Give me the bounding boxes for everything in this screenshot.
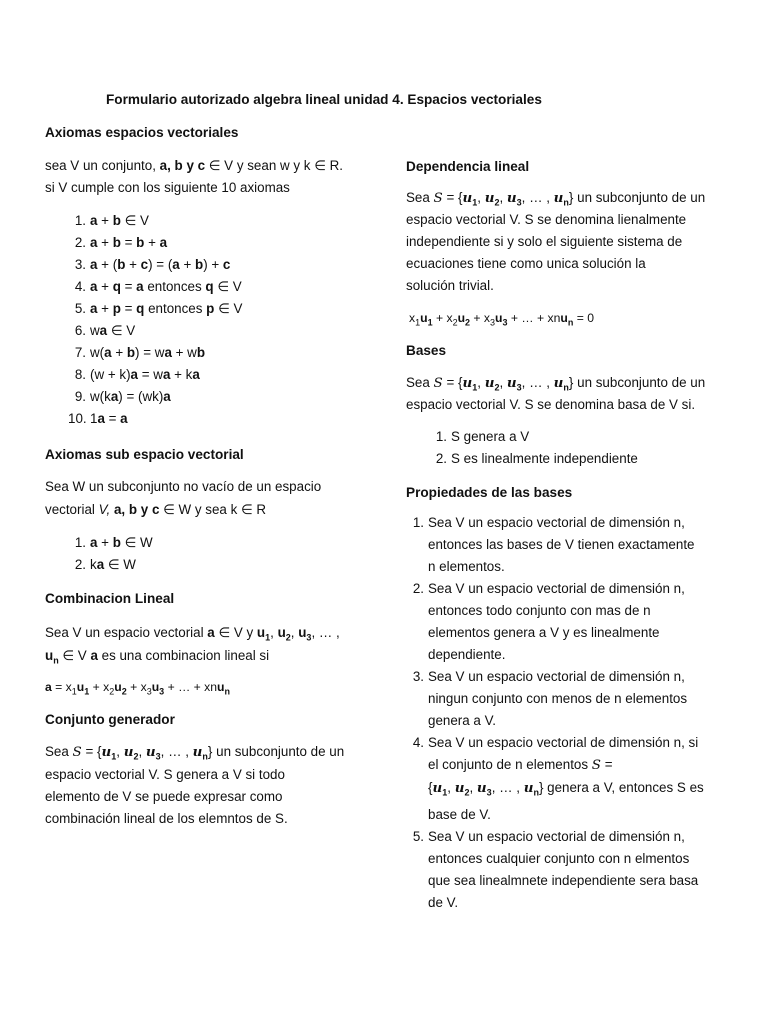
- dep-line5: solución trivial.: [406, 278, 494, 293]
- gen-line2: espacio vectorial V. S genera a V si todo: [45, 767, 285, 782]
- gen-line1: Sea $S = \{u_1$, $u_2$, $u_3$, … , $u_n$} un subconjunto de un: [45, 744, 345, 762]
- list-item: 2. a + b = b + a: [74, 235, 168, 250]
- list-item: 1. a + b ∈ V: [74, 213, 149, 228]
- page-title: Formulario autorizado algebra lineal unidad 4. Espacios vectoriales: [106, 92, 542, 107]
- propiedades-list: [412, 512, 704, 914]
- list-item: 3. Sea V un espacio vectorial de dimensión n, ningun conjunto con menos de n elementos genera a V.: [412, 669, 688, 728]
- list-item: 2. ka ∈ W: [74, 557, 136, 572]
- list-item: 5. a + p = q entonces p ∈ V: [74, 301, 243, 316]
- bases-line2: espacio vectorial V. S se denomina basa de V si.: [406, 397, 696, 412]
- list-item: 4. Sea V un espacio vectorial de dimensión n, si el conjunto de n elementos S = {$u_1$, $u_2$, $u_3$, … , $u_n$} genera a V, entonces S es base de V.: [412, 735, 704, 822]
- axiomas-list: [68, 210, 243, 430]
- heading-axiomas: Axiomas espacios vectoriales: [45, 125, 239, 140]
- dep-line2: espacio vectorial V. S se denomina lienalmente: [406, 212, 687, 227]
- list-item: 9. w(ka) = (wk)a: [74, 389, 171, 404]
- heading-propiedades: Propiedades de las bases: [406, 485, 573, 500]
- axiomas-intro-line1: sea V un conjunto, a, b y c ∈ V y sean w y k ∈ R.: [45, 158, 343, 173]
- list-item: 2. Sea V un espacio vectorial de dimensión n, entonces todo conjunto con mas de n elementos genera a V y es linealmente dependiente.: [412, 581, 685, 662]
- list-item: 10. 1a = a: [68, 411, 128, 426]
- dep-equation: $x_1u_1 + x_2u_2 + x_3u_3$ + … + xnu$_n$ = 0: [409, 311, 594, 328]
- list-item: 1. Sea V un espacio vectorial de dimensión n, entonces las bases de V tienen exactamente n elementos.: [412, 515, 695, 574]
- list-item: 5. Sea V un espacio vectorial de dimensión n, entonces cualquier conjunto con n elmentos que sea linealmnete independiente sera basa de V.: [412, 828, 699, 910]
- list-item: 1. a + b ∈ W: [74, 535, 153, 550]
- list-item: 8. (w + k)a = wa + ka: [74, 367, 200, 382]
- axiomas-intro-line2: si V cumple con los siguiente 10 axiomas: [45, 180, 290, 195]
- bases-list: [435, 426, 638, 470]
- gen-line3: elemento de V se puede expresar como: [45, 789, 283, 804]
- heading-bases: Bases: [406, 343, 447, 358]
- sub-line2: vectorial V, a, b y c ∈ W y sea k ∈ R: [45, 502, 267, 517]
- heading-subespacio: Axiomas sub espacio vectorial: [45, 447, 244, 462]
- dep-line1: Sea $S = \{u_1$, $u_2$, $u_3$, … , $u_n$} un subconjunto de un: [406, 190, 706, 208]
- dep-line3: independiente si y solo el siguiente sistema de: [406, 234, 683, 249]
- bases-line1: Sea $S = \{u_1$, $u_2$, $u_3$, … , $u_n$} un subconjunto de un: [406, 375, 706, 393]
- dep-line4: ecuaciones tiene como unica solución la: [406, 256, 646, 271]
- list-item: 3. a + (b + c) = (a + b) + c: [74, 257, 231, 272]
- list-item: 6. wa ∈ V: [74, 323, 136, 338]
- heading-dependencia: Dependencia lineal: [406, 159, 530, 174]
- heading-generador: Conjunto generador: [45, 712, 175, 727]
- list-item: 2. S es linealmente independiente: [435, 451, 638, 466]
- comb-line2: $u_n$ ∈ V a es una combinacion lineal si: [45, 648, 270, 666]
- list-item: 1. S genera a V: [435, 429, 530, 444]
- comb-equation: $a = x_1u_1 + x_2u_2 + x_3u_3$ + … + xnu$_n$: [45, 680, 230, 697]
- list-item: 7. w(a + b) = wa + wb: [74, 345, 206, 360]
- subespacio-list: [74, 532, 153, 576]
- sub-line1: Sea W un subconjunto no vacío de un espacio: [45, 479, 322, 494]
- list-item: 4. a + q = a entonces q ∈ V: [74, 279, 242, 294]
- comb-line1: Sea V un espacio vectorial a ∈ V y $u_1$, $u_2$, $u_3$, … ,: [45, 625, 340, 643]
- heading-combinacion: Combinacion Lineal: [45, 591, 175, 606]
- gen-line4: combinación lineal de los elemntos de S.: [45, 811, 288, 826]
